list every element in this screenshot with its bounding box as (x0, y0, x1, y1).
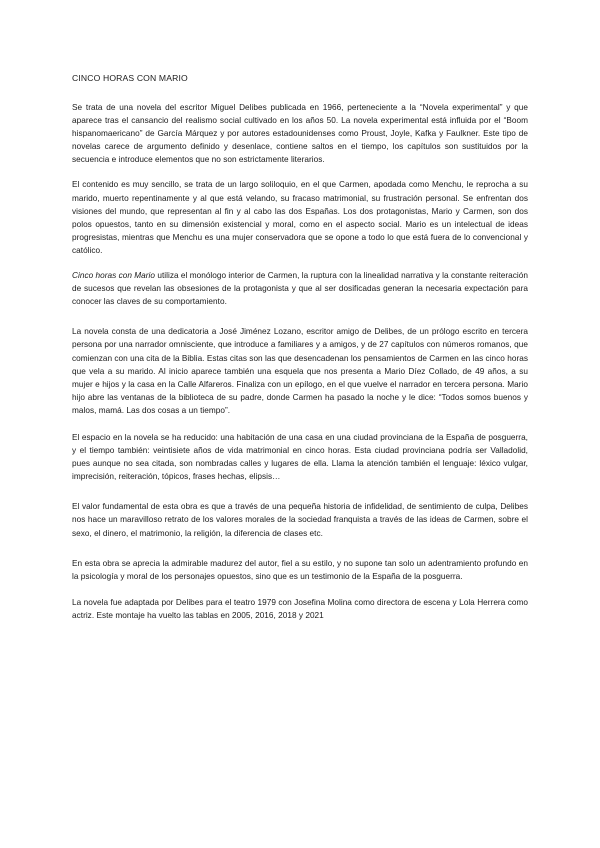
paragraph-novela-experimental (72, 101, 528, 166)
paragraph-text: Se trata de una novela del escritor Miguel Delibes publicada en 1966, perteneciente a la “Novela experimental” y que aparece tras el cansancio del realismo social cultivado en los años 50. La novela experimental está influida por el “Boom hispanomaericano” de García Márquez y por autores estadounidenses como Proust, Joyle, Kafka y Faulkner. Este tipo de novelas carece de argumento definido y desenlace, contiene saltos en el tiempo, los capítulos son sustituidos por la secuencia e introduce elementos que no son estrictamente literarios. (72, 103, 528, 165)
paragraph-text: utiliza el monólogo interior de Carmen, la ruptura con la linealidad narrativa y la constante reiteración de sucesos que revelan las obsesiones de la protagonista y que al ser dosificadas generan la necesaria expectación para conocer las claves de su comportamiento. (72, 271, 528, 307)
paragraph-text: En esta obra se aprecia la admirable madurez del autor, fiel a su estilo, y no supone tan solo un adentramiento profundo en la psicología y moral de los personajes opuestos, sino que es un testimonio de la España de la posguerra. (72, 558, 528, 581)
document-title: CINCO HORAS CON MARIO (72, 73, 188, 83)
paragraph-text: El espacio en la novela se ha reducido: una habitación de una casa en una ciudad provinciana de la España de posguerra, y el tiempo también: veintisiete años de vida matrimonial en cinco horas. Esta ciudad provinciana podría ser Valladolid, pues aunque no sea citada, son nombradas calles y lugares de ella. Llama la atención también el lenguaje: léxico vulgar, imprecisión, reiteración, tópicos, frases hechas, elipsis… (72, 432, 528, 482)
book-title-italic: Cinco horas con Mario (72, 271, 156, 281)
paragraph-valor (72, 500, 528, 539)
paragraph-text: La novela consta de una dedicatoria a José Jiménez Lozano, escritor amigo de Delibes, de un prólogo escrito en tercera persona por una narrador omnisciente, que introduce a familiares y a amigos, y de 27 capítulos con números romanos, que comienzan con una cita de la Biblia. Estas citas son las que desencadenan los pensamientos de Carmen en las cinco horas que vela a su marido. Al inicio aparece también una esquela que nos presenta a Mario Díez Collado, de 49 años, a su mujer e hijos y la casa en la Calle Alfareros. Finaliza con un epílogo, en el que vuelve el narrador en tercera persona. Mario hijo abre las ventanas de la biblioteca de su padre, donde Carmen ha pasado la noche y le dice: “Todos somos buenos y malos, mamá. Las dos cosas a un tiempo”. (72, 327, 528, 415)
paragraph-adaptacion (72, 596, 528, 622)
paragraph-monologo (72, 269, 528, 308)
paragraph-estructura (72, 325, 528, 417)
paragraph-madurez (72, 557, 528, 583)
paragraph-text: El contenido es muy sencillo, se trata de un largo soliloquio, en el que Carmen, apodada como Menchu, le reprocha a su marido, muerto repentinamente y al que está velando, su fracaso matrimonial, su frustración personal. Se enfrentan dos visiones del mundo, que representan al fin y al cabo las dos Españas. Los dos protagonistas, Mario y Carmen, son dos polos opuestos, tanto en su dimensión existencial y moral, como en el aspecto social. Mario es un intelectual de ideas progresistas, mientras que Menchu es una mujer conservadora que se opone a todo lo que está fuera de lo convencional y católico. (72, 180, 528, 255)
paragraph-text: La novela fue adaptada por Delibes para el teatro 1979 con Josefina Molina como directora de escena y Lola Herrera como actriz. Este montaje ha vuelto las tablas en 2005, 2016, 2018 y 2021 (72, 597, 528, 620)
paragraph-contenido (72, 178, 528, 257)
paragraph-espacio (72, 431, 528, 483)
paragraph-text: El valor fundamental de esta obra es que a través de una pequeña historia de infidelidad, de sentimiento de culpa, Delibes nos hace un maravilloso retrato de los valores morales de la sociedad franquista a través de las ideas de Carmen, sobre el sexo, el dinero, el matrimonio, la religión, la diferencia de clases etc. (72, 502, 528, 538)
